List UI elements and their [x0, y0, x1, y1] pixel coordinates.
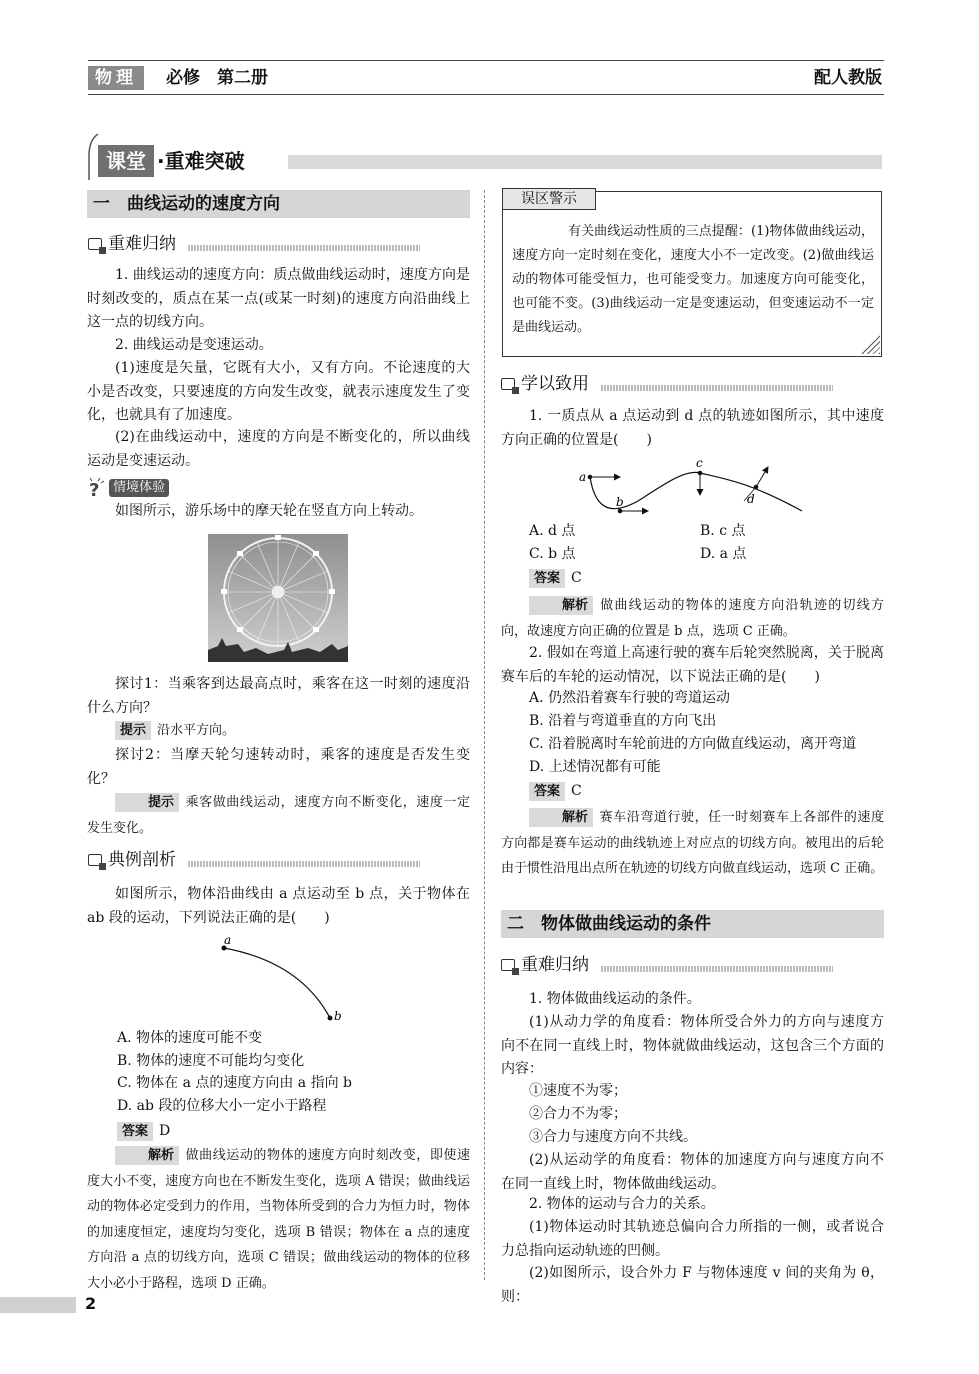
svg-text:?: ? — [89, 480, 100, 499]
subheading-xueyi: 学以致用 — [501, 373, 841, 395]
practice-q2: 2. 假如在弯道上高速行驶的赛车后轮突然脱离，关于脱离赛车后的车轮的运动情况，以下说法正确的是( ) — [501, 645, 884, 685]
jiexi-tag: 解析 — [529, 596, 593, 615]
answer: 答案 D — [117, 1120, 170, 1143]
notebook-icon — [501, 959, 515, 971]
cond-5: ③合力与速度方向不共线。 — [529, 1129, 697, 1145]
cond-4: ②合力不为零； — [529, 1106, 627, 1122]
para-3: (1)速度是矢量，它既有大小，又有方向。不论速度的大小是否改变，只要速度的方向发生改变，就表示速度发生了变化，也就具有了加速度。 — [87, 360, 470, 423]
para-4: (2)在曲线运动中，速度的方向是不断变化的，所以曲线运动是变速运动。 — [87, 429, 470, 469]
subheading-zhongnan-2: 重难归纳 — [501, 954, 841, 976]
warning-text: 有关曲线运动性质的三点提醒：(1)物体做曲线运动，速度方向一定时刻在变化，速度大小不一定改变。(2)做曲线运动的物体可能受恒力，也可能受变力。加速度方向可能变化，也可能不变。(3)曲线运动一定是变速运动，但变速运动不一定是曲线运动。 — [512, 224, 874, 335]
column-divider — [484, 190, 485, 1280]
point-d-label: d — [747, 492, 755, 506]
point-a-label: a — [579, 470, 587, 484]
edition-label: 配人教版 — [814, 68, 882, 88]
q1-option-d: D. a 点 — [700, 546, 747, 562]
subject-badge: 物理 — [88, 66, 144, 90]
q1-option-b: B. c 点 — [700, 523, 746, 539]
explanation: 解析 做曲线运动的物体的速度方向时刻改变，即使速度大小不变，速度方向也在不断发生变化，选项 A 错误；做曲线运动的物体必定受到力的作用，当物体所受到的合力为恒力时，物体的加速度恒定，速度均匀变化，选项 B 错误；物体在 a 点的速度方向沿 a 点的切线方向，选项 C 错误；做曲线运动的物体的位移大小必小于路程，选项 D 正确。 — [87, 1148, 470, 1291]
point-a-label: a — [224, 933, 232, 947]
tishi-tag: 提示 — [115, 721, 151, 740]
page-number: 2 — [85, 1294, 97, 1313]
question-bulb-icon — [88, 477, 104, 499]
q1-option-a: A. d 点 — [529, 523, 576, 539]
tishi-tag: 提示 — [115, 793, 179, 812]
answer-tag: 答案 — [117, 1122, 153, 1141]
option-d: D. ab 段的位移大小一定小于路程 — [117, 1098, 327, 1114]
footer-bar — [0, 1297, 76, 1313]
banner-badge: 课堂 — [98, 145, 154, 177]
example-question: 如图所示，物体沿曲线由 a 点运动至 b 点，关于物体在 ab 段的运动，下列说法正确的是( ) — [87, 886, 470, 926]
warning-tab: 误区警示 — [502, 188, 596, 210]
q1-option-c: C. b 点 — [529, 546, 576, 562]
cond-7: 2. 物体的运动与合力的关系。 — [529, 1196, 715, 1212]
q2-option-d: D. 上述情况都有可能 — [529, 759, 661, 775]
trajectory-abcd-figure — [576, 455, 811, 520]
tishi-1: 提示 沿水平方向。 — [115, 718, 470, 744]
cond-9: (2)如图所示，设合外力 F 与物体速度 v 间的夹角为 θ，则： — [501, 1265, 884, 1305]
tantao-1: 探讨1：当乘客到达最高点时，乘客在这一时刻的速度沿什么方向？ — [87, 676, 470, 716]
tishi-2: 提示 乘客做曲线运动，速度方向不断变化，速度一定发生变化。 — [87, 795, 470, 836]
qingjing-text: 如图所示，游乐场中的摩天轮在竖直方向上转动。 — [115, 503, 423, 519]
subheading-zhongnan: 重难归纳 — [88, 233, 428, 255]
jiexi-tag: 解析 — [529, 808, 593, 827]
para-1: 1. 曲线运动的速度方向：质点做曲线运动时，速度方向是时刻改变的，质点在某一点(或某一时刻)的速度方向沿曲线上这一点的切线方向。 — [87, 267, 470, 330]
banner-title: ·重难突破 — [157, 149, 245, 173]
q2-option-a: A. 仍然沿着赛车行驶的弯道运动 — [529, 690, 731, 706]
cond-3: ①速度不为零； — [529, 1083, 627, 1099]
notebook-icon — [88, 854, 102, 866]
para-2: 2. 曲线运动是变速运动。 — [115, 337, 273, 353]
cond-8: (1)物体运动时其轨迹总偏向合力所指的一侧，或者说合力总指向运动轨迹的凹侧。 — [501, 1219, 884, 1259]
q2-option-b: B. 沿着与弯道垂直的方向飞出 — [529, 713, 717, 729]
point-c-label: c — [696, 456, 703, 470]
jiexi-tag: 解析 — [115, 1146, 179, 1165]
section-2-heading: 二 物体做曲线运动的条件 — [501, 910, 884, 938]
option-c: C. 物体在 a 点的速度方向由 a 指向 b — [117, 1075, 353, 1091]
q2-answer: 答案 C — [529, 780, 582, 803]
answer-tag: 答案 — [529, 569, 565, 588]
option-b: B. 物体的速度不可能均匀变化 — [117, 1053, 305, 1069]
cond-2: (1)从动力学的角度看：物体所受合外力的方向与速度方向不在同一直线上时，物体就做曲线运动，这包含三个方面的内容： — [501, 1014, 884, 1077]
notebook-icon — [88, 238, 102, 250]
q2-option-c: C. 沿着脱离时车轮前进的方向做直线运动，离开弯道 — [529, 736, 857, 752]
section-1-heading: 一 曲线运动的速度方向 — [87, 190, 470, 218]
q1-explanation: 解析 做曲线运动的物体的速度方向沿轨迹的切线方向，故速度方向正确的位置是 b 点，选项 C 正确。 — [501, 598, 884, 639]
subheading-dianli: 典例剖析 — [88, 849, 428, 871]
ferris-wheel-photo — [208, 534, 348, 662]
q2-explanation: 解析 赛车沿弯道行驶，任一时刻赛车上各部件的速度方向都是赛车运动的曲线轨迹上对应点的切线方向。被甩出的后轮由于惯性沿甩出点所在轨迹的切线方向做直线运动，选项 C 正确。 — [501, 810, 884, 876]
notebook-icon — [501, 378, 515, 390]
curve-ab-figure — [210, 932, 350, 1027]
header-top-rule — [88, 60, 884, 61]
answer-tag: 答案 — [529, 782, 565, 801]
qingjing-heading: ? 情境体验 — [88, 477, 169, 499]
point-b-label: b — [616, 495, 624, 509]
banner-bar — [288, 155, 882, 169]
point-b-label: b — [334, 1009, 342, 1023]
tantao-2: 探讨2：当摩天轮匀速转动时，乘客的速度是否发生变化？ — [87, 747, 470, 787]
book-title: 必修 第二册 — [166, 68, 268, 88]
option-a: A. 物体的速度可能不变 — [117, 1030, 263, 1046]
cond-1: 1. 物体做曲线运动的条件。 — [529, 991, 701, 1007]
header-bottom-rule — [88, 94, 884, 95]
q1-answer: 答案 C — [529, 567, 582, 590]
practice-q1: 1. 一质点从 a 点运动到 d 点的轨迹如图所示，其中速度方向正确的位置是( ) — [501, 408, 884, 448]
cond-6: (2)从运动学的角度看：物体的加速度方向与速度方向不在同一直线上时，物体做曲线运动。 — [501, 1152, 884, 1192]
